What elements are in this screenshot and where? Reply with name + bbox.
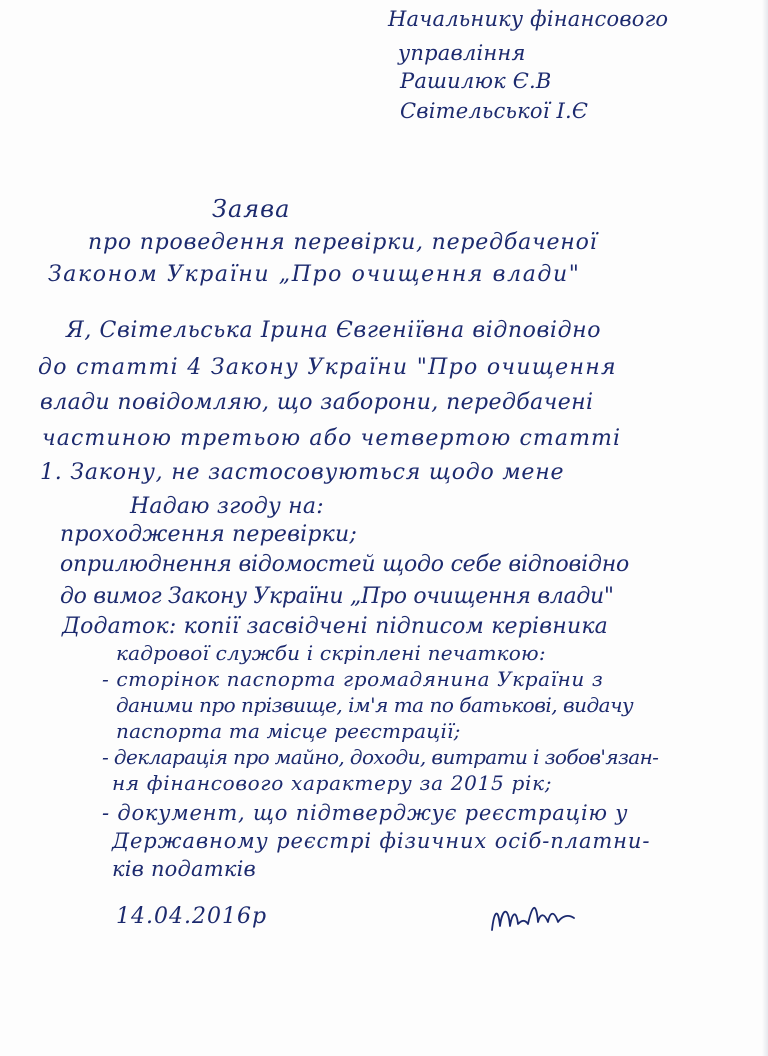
body-line-2: до статті 4 Закону України "Про очищення (38, 355, 617, 380)
attachment-item-3-line-3: ків податків (112, 857, 256, 881)
body-line-4: частиною третьою або четвертою статті (42, 426, 622, 451)
body-line-3: влади повідомляю, що заборони, передбачені (40, 390, 594, 415)
consent-line-1: проходження перевірки; (60, 522, 357, 547)
attachments-line-1: Додаток: копії засвідчені підписом керівника (62, 614, 608, 639)
body-line-1: Я, Світельська Ірина Євгеніївна відповідно (66, 318, 602, 343)
addressee-line-1: Начальнику фінансового (388, 7, 669, 31)
addressee-line-3: Рашилюк Є.В (400, 69, 552, 93)
attachment-item-1-line-3: паспорта та місце реєстрації; (116, 719, 461, 743)
subtitle-line-1: про проведення перевірки, передбаченої (88, 230, 598, 255)
addressee-line-4: Світельської І.Є (400, 99, 589, 123)
attachments-line-2: кадрової служби і скріплені печаткою: (116, 641, 546, 665)
attachment-item-2-line-1: - декларація про майно, доходи, витрати і зобов'язан- (102, 745, 659, 769)
consent-line-2: оприлюднення відомостей щодо себе відповідно (60, 552, 630, 577)
signature (488, 892, 578, 942)
document-title: Заява (212, 195, 291, 223)
attachment-item-3-line-2: Державному реєстрі фізичних осіб-платни- (112, 829, 651, 853)
attachment-item-1-line-2: даними про прізвище, ім'я та по батькові, видачу (116, 693, 634, 717)
body-line-5: 1. Закону, не застосовуються щодо мене (40, 460, 565, 485)
consent-heading: Надаю згоду на: (130, 494, 324, 519)
consent-line-3: до вимог Закону України „Про очищення влади" (60, 584, 614, 609)
attachment-item-3-line-1: - документ, що підтверджує реєстрацію у (102, 801, 629, 825)
addressee-line-2: управління (398, 41, 526, 65)
page-edge-shadow (762, 0, 768, 1056)
attachment-item-2-line-2: ня фінансового характеру за 2015 рік; (112, 771, 553, 795)
subtitle-line-2: Законом України „Про очищення влади" (48, 262, 581, 287)
attachment-item-1-line-1: - сторінок паспорта громадянина України з (102, 667, 604, 691)
document-date: 14.04.2016р (116, 904, 268, 929)
